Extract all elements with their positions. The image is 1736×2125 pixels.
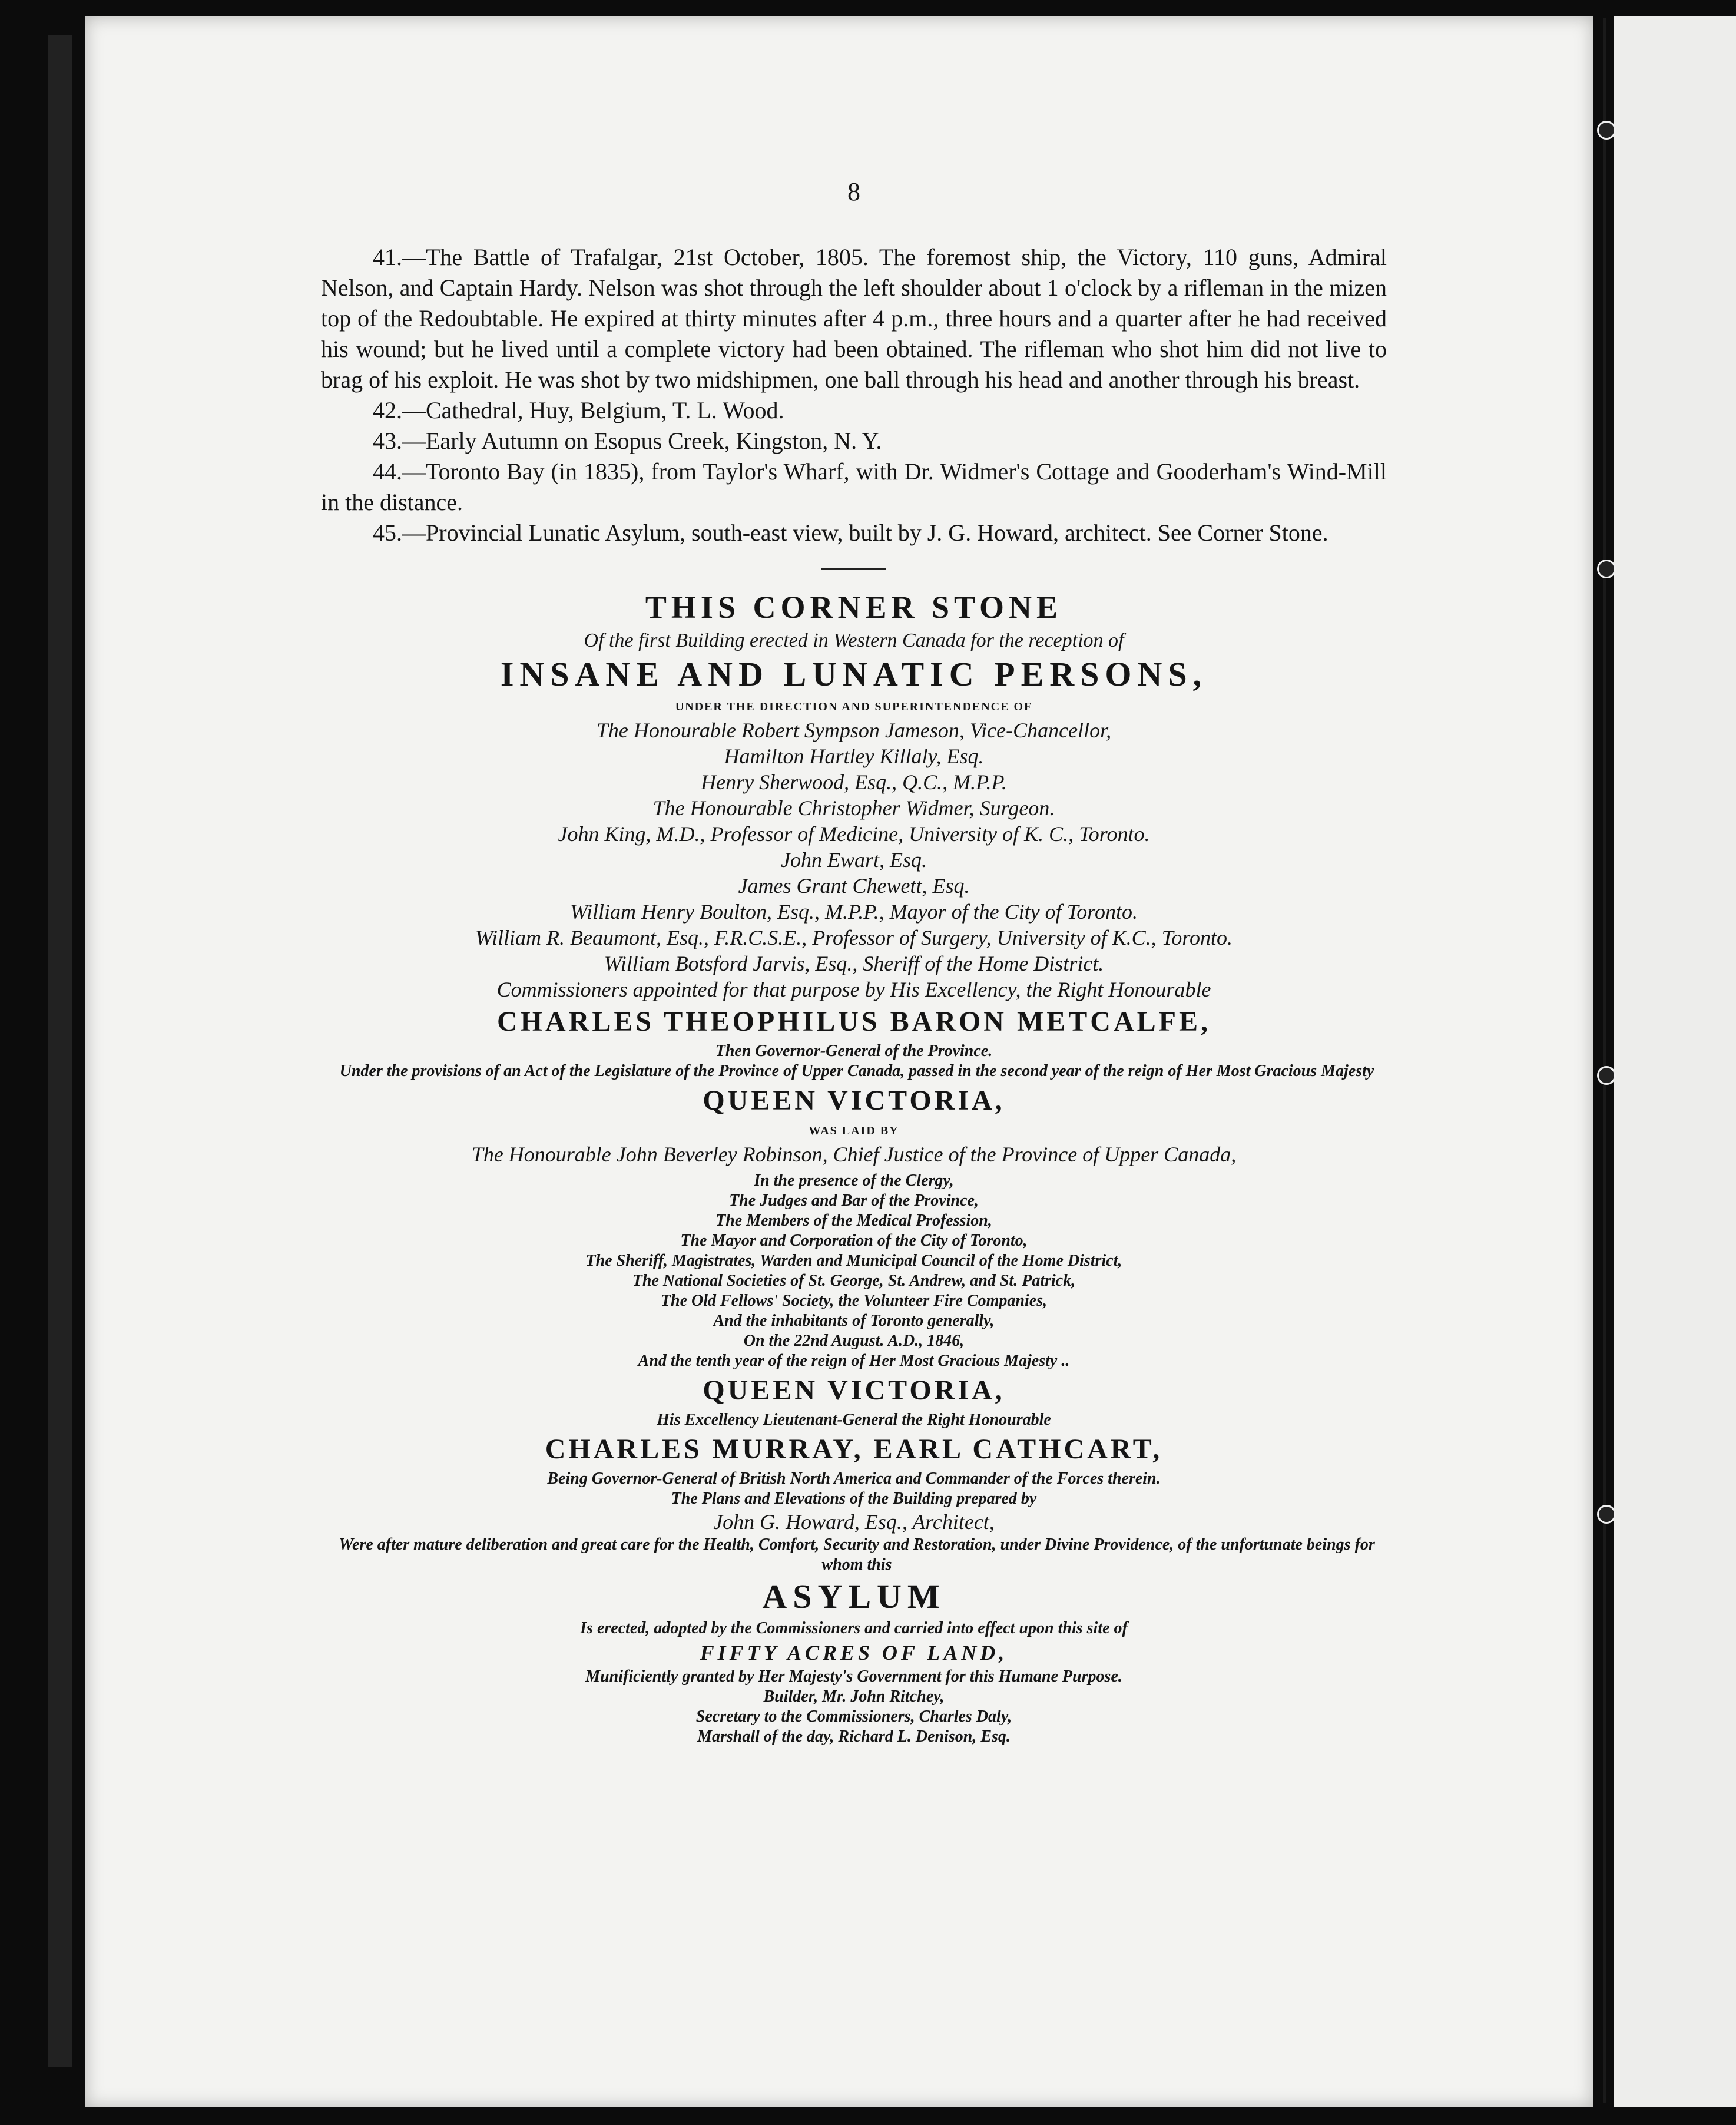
inscription-direction: UNDER THE DIRECTION AND SUPERINTENDENCE OF — [675, 700, 1033, 713]
inscription-excellency: His Excellency Lieutenant-General the Right Honourable — [657, 1411, 1051, 1429]
inscription-asylum: ASYLUM — [762, 1577, 946, 1616]
binding-thread — [1603, 18, 1606, 2103]
corner-stone-inscription — [321, 585, 1387, 1747]
credit-line: Marshall of the day, Richard L. Denison, Esq. — [697, 1727, 1011, 1746]
inscription-then-governor: Then Governor-General of the Province. — [715, 1042, 993, 1060]
credit-line: Secretary to the Commissioners, Charles Daly, — [695, 1707, 1012, 1726]
catalogue-entry-44: 44.—Toronto Bay (in 1835), from Taylor's Wharf, with Dr. Widmer's Cottage and Gooderham's Wind-Mill in the distance. — [321, 458, 1387, 515]
commissioner-line: James Grant Chewett, Esq. — [738, 874, 970, 898]
catalogue-entry-42: 42.—Cathedral, Huy, Belgium, T. L. Wood. — [373, 397, 784, 423]
binding-knot — [1597, 560, 1616, 578]
commissioner-line: William R. Beaumont, Esq., F.R.C.S.E., Professor of Surgery, University of K.C., Toronto. — [475, 926, 1233, 949]
presence-line: And the inhabitants of Toronto generally, — [713, 1312, 995, 1330]
inscription-being-governor: Being Governor-General of British North America and Commander of the Forces therein. — [547, 1469, 1161, 1488]
catalogue-entry-43: 43.—Early Autumn on Esopus Creek, Kingston, N. Y. — [373, 428, 882, 454]
binding-knot — [1597, 1066, 1616, 1085]
presence-line: The National Societies of St. George, St. Andrew, and St. Patrick, — [632, 1272, 1076, 1290]
book-left-edge — [48, 35, 72, 2067]
catalogue-entry-41: 41.—The Battle of Trafalgar, 21st October, 1805. The foremost ship, the Victory, 110 guns, Admiral Nelson, and Captain Hardy. Nelson was shot through the left shoulder about 1 o'clock by a rifleman in the mizen top of the Redoubtable. He expired at thirty minutes after 4 p.m., three hours and a quarter after he had received his wound; but he lived until a complete victory had been obtained. The rifleman who shot him did not live to brag of his exploit. He was shot by two midshipmen, one ball through his head and another through his breast. — [321, 244, 1387, 393]
presence-line: The Members of the Medical Profession, — [715, 1212, 992, 1230]
presence-line: The Mayor and Corporation of the City of Toronto, — [680, 1232, 1028, 1250]
credit-line: Builder, Mr. John Ritchey, — [763, 1687, 945, 1706]
inscription-was-laid-by: WAS LAID BY — [809, 1124, 899, 1137]
presence-line: And the tenth year of the reign of Her Most Gracious Majesty .. — [638, 1352, 1070, 1370]
section-divider — [821, 568, 886, 570]
presence-line: The Judges and Bar of the Province, — [729, 1191, 979, 1210]
page-number: 8 — [847, 177, 860, 206]
commissioner-line: Henry Sherwood, Esq., Q.C., M.P.P. — [701, 770, 1007, 794]
commissioner-line: The Honourable Christopher Widmer, Surgeon. — [652, 796, 1055, 820]
presence-line: In the presence of the Clergy, — [754, 1171, 954, 1190]
inscription-line: Of the first Building erected in Western Canada for the reception of — [584, 630, 1124, 651]
page-content — [321, 177, 1387, 1747]
inscription-cathcart: CHARLES MURRAY, EARL CATHCART, — [545, 1434, 1163, 1465]
presence-line: The Sheriff, Magistrates, Warden and Municipal Council of the Home District, — [585, 1252, 1122, 1270]
commissioner-line: William Botsford Jarvis, Esq., Sheriff of the Home District. — [604, 952, 1104, 975]
commissioner-line: Commissioners appointed for that purpose by His Excellency, the Right Honourable — [496, 978, 1211, 1001]
presence-line: The Old Fellows' Society, the Volunteer Fire Companies, — [660, 1292, 1048, 1310]
inscription-howard: John G. Howard, Esq., Architect, — [713, 1510, 995, 1534]
binding-knot — [1597, 121, 1616, 140]
binding-knot — [1597, 1505, 1616, 1524]
inscription-heading: THIS CORNER STONE — [645, 590, 1063, 625]
inscription-erected: Is erected, adopted by the Commissioners and carried into effect upon this site of — [580, 1619, 1128, 1637]
inscription-robinson: The Honourable John Beverley Robinson, Chief Justice of the Province of Upper Canada, — [471, 1143, 1237, 1166]
commissioner-line: John Ewart, Esq. — [781, 848, 927, 872]
catalogue-entry-45: 45.—Provincial Lunatic Asylum, south-east view, built by J. G. Howard, architect. See Corner Stone. — [373, 519, 1328, 546]
inscription-queen-victoria: QUEEN VICTORIA, — [703, 1375, 1005, 1406]
commissioner-line: The Honourable Robert Sympson Jameson, Vice-Chancellor, — [596, 719, 1112, 742]
inscription-metcalfe: CHARLES THEOPHILUS BARON METCALFE, — [497, 1006, 1211, 1037]
inscription-plans: The Plans and Elevations of the Building prepared by — [671, 1490, 1037, 1508]
inscription-provisions: Under the provisions of an Act of the Legislature of the Province of Upper Canada, passed in the second year of the reign of Her Most Gracious Majesty — [339, 1062, 1374, 1080]
inscription-deliberation: Were after mature deliberation and great care for the Health, Comfort, Security and Restoration, under Divine Providence, of the unfortunate beings for whom this — [339, 1535, 1375, 1574]
inscription-queen-victoria: QUEEN VICTORIA, — [703, 1085, 1005, 1116]
page-right-sliver — [1614, 16, 1736, 2107]
presence-line: On the 22nd August. A.D., 1846, — [743, 1332, 965, 1350]
inscription-fifty-acres: FIFTY ACRES OF LAND, — [700, 1641, 1008, 1664]
credit-line: Munificiently granted by Her Majesty's Government for this Humane Purpose. — [585, 1667, 1122, 1686]
inscription-insane: INSANE AND LUNATIC PERSONS, — [500, 655, 1208, 693]
commissioner-line: William Henry Boulton, Esq., M.P.P., Mayor of the City of Toronto. — [569, 900, 1138, 924]
commissioner-line: Hamilton Hartley Killaly, Esq. — [724, 744, 984, 768]
commissioner-line: John King, M.D., Professor of Medicine, University of K. C., Toronto. — [558, 822, 1150, 846]
